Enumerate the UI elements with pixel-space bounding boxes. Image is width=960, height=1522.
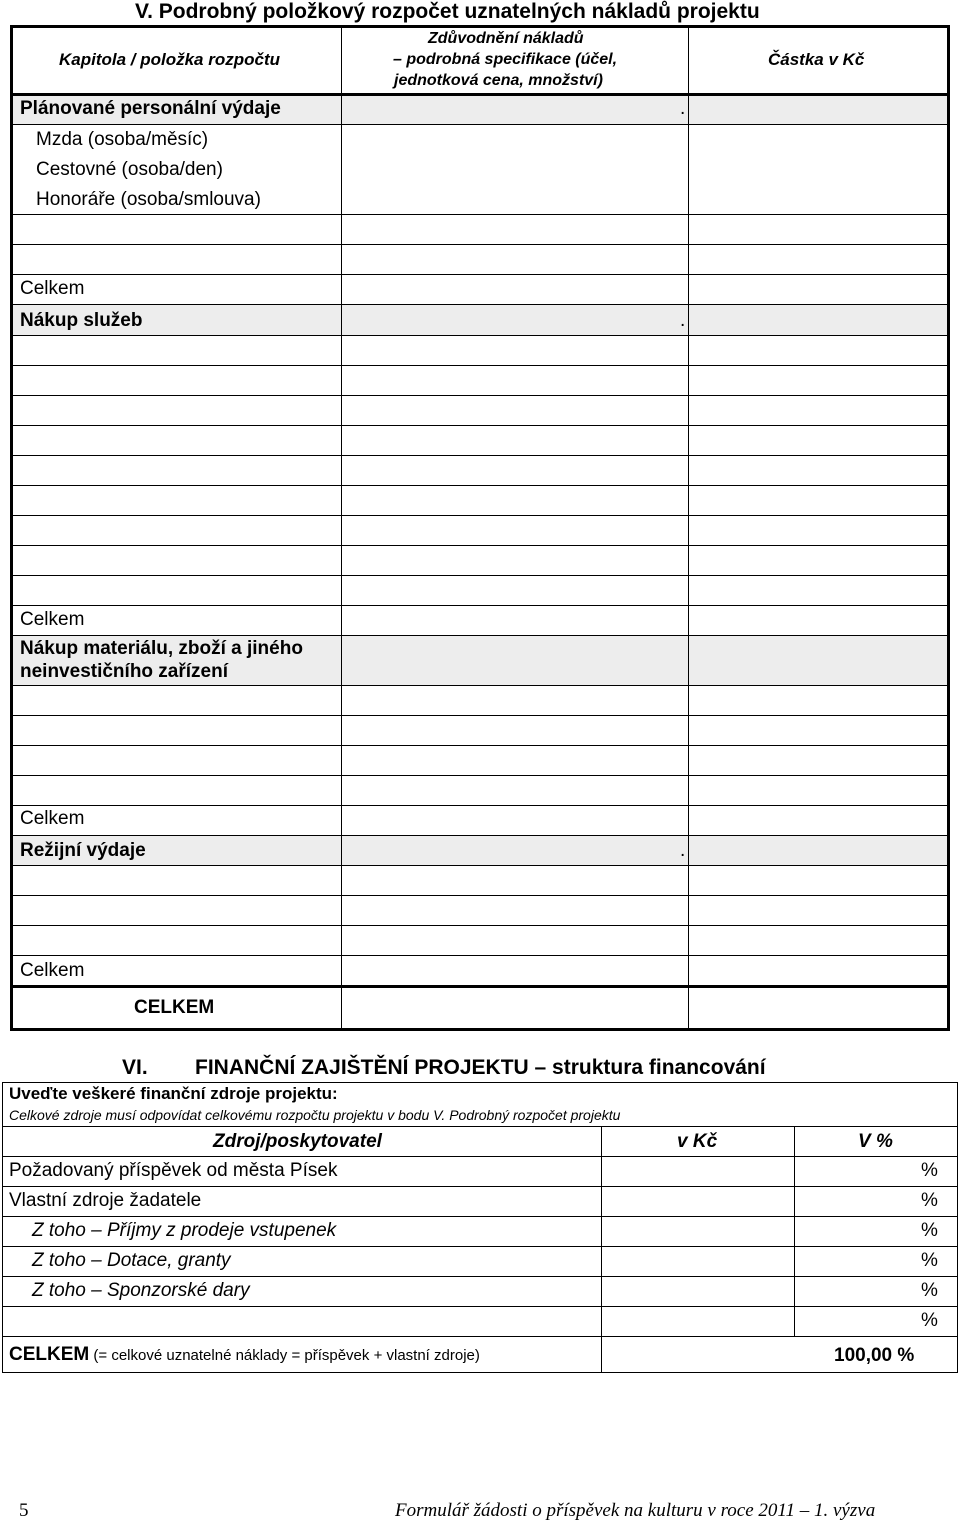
personal-total-label: Celkem [20,278,85,299]
row-line [12,605,947,606]
budget-table-border-right [947,25,950,1031]
row-line [12,274,947,275]
row-line [12,304,947,305]
fin-total-row [9,1344,480,1367]
overhead-dot: . [680,840,686,861]
fin-row-label: Z toho – Příjmy z prodeje vstupenek [32,1220,337,1241]
row-line [12,455,947,456]
page-number: 5 [19,1500,29,1521]
fin-row-line [2,1216,958,1217]
row-line [12,685,947,686]
fin-row-line [2,1276,958,1277]
grand-total-divider [10,985,950,988]
services-total-label: Celkem [20,609,85,630]
budget-table-border-left [10,25,13,1031]
header-justification-line2: – podrobná specifikace (účel, [393,51,618,68]
fin-col-divider-2 [794,1126,795,1336]
fin-border-top [2,1082,958,1083]
fin-total-value: 100,00 % [834,1345,915,1366]
personal-dot: . [680,98,686,119]
fin-total-label: CELKEM [9,1344,90,1365]
row-line [12,575,947,576]
material-heading-line2: neinvestičního zařízení [20,661,228,682]
overhead-heading: Režijní výdaje [20,840,146,861]
header-chapter-item: Kapitola / položka rozpočtu [59,50,281,69]
row-line [12,895,947,896]
fin-row-label: Vlastní zdroje žadatele [9,1190,202,1211]
fin-row-pct: % [921,1190,938,1211]
col-divider-2 [688,27,689,1030]
row-line [12,775,947,776]
row-line [12,955,947,956]
fin-row-line [2,1306,958,1307]
fin-row-line [2,1186,958,1187]
row-line [12,745,947,746]
row-line [12,805,947,806]
fin-row-label: Z toho – Sponzorské dary [32,1280,250,1301]
section6-number: VI. [122,1056,148,1079]
fin-row-pct: % [921,1220,938,1241]
fin-note: Celkové zdroje musí odpovídat celkovému rozpočtu projektu v bodu V. Podrobný rozpočet projektu [9,1107,621,1123]
services-dot: . [680,310,686,331]
personal-item-wage: Mzda (osoba/měsíc) [36,129,209,150]
fin-row-line [2,1156,958,1157]
services-heading: Nákup služeb [20,310,143,331]
header-amount: Částka v Kč [768,50,865,69]
overhead-total-label: Celkem [20,960,85,981]
budget-table-border-bottom [10,1028,950,1031]
fin-col-divider-1 [601,1126,602,1372]
row-line [12,485,947,486]
row-line [12,515,947,516]
row-line [12,865,947,866]
grand-total-label: CELKEM [134,997,215,1018]
fin-row-pct: % [921,1160,938,1181]
personal-item-travel: Cestovné (osoba/den) [36,159,223,180]
row-line [12,635,947,636]
fin-instruction: Uveďte veškeré finanční zdroje projektu: [9,1084,338,1103]
material-heading-line1: Nákup materiálu, zboží a jiného [20,638,303,659]
header-justification-line1: Zdůvodnění nákladů [428,30,584,47]
footer-form-name: Formulář žádosti o příspěvek na kulturu v roce 2011 – 1. výzva [395,1500,876,1521]
budget-table-border-top [10,25,950,28]
overhead-heading-bg [12,835,947,865]
services-heading-bg [12,305,947,335]
fin-row-pct: % [921,1310,938,1331]
row-line [12,715,947,716]
row-line [12,925,947,926]
fin-header-percent: V % [858,1131,893,1152]
row-line [12,214,947,215]
row-line [12,335,947,336]
row-line [12,244,947,245]
row-line [12,835,947,836]
section6-title: FINANČNÍ ZAJIŠTĚNÍ PROJEKTU – struktura financování [195,1056,766,1079]
material-total-label: Celkem [20,808,85,829]
fin-row-label: Z toho – Dotace, granty [32,1250,231,1271]
fin-header-czk: v Kč [677,1131,718,1152]
row-line [12,124,947,125]
row-line [12,365,947,366]
section5-title: V. Podrobný položkový rozpočet uznatelných nákladů projektu [135,0,760,23]
col-divider-1 [341,27,342,1030]
row-line [12,545,947,546]
personal-heading: Plánované personální výdaje [20,98,281,119]
fin-row-line [2,1336,958,1337]
fin-border-bottom [2,1372,958,1373]
fin-row-line [2,1246,958,1247]
fin-header-source: Zdroj/poskytovatel [213,1131,382,1152]
row-line [12,395,947,396]
row-line [12,425,947,426]
fin-row-line [2,1126,958,1127]
fin-total-note: (= celkové uznatelné náklady = příspěvek + vlastní zdroje) [89,1347,480,1364]
budget-header-divider [10,93,950,96]
fin-row-label: Požadovaný příspěvek od města Písek [9,1160,338,1181]
fin-row-pct: % [921,1280,938,1301]
header-justification-line3: jednotková cena, množství) [394,72,603,89]
fin-row-pct: % [921,1250,938,1271]
personal-item-fees: Honoráře (osoba/smlouva) [36,189,261,210]
